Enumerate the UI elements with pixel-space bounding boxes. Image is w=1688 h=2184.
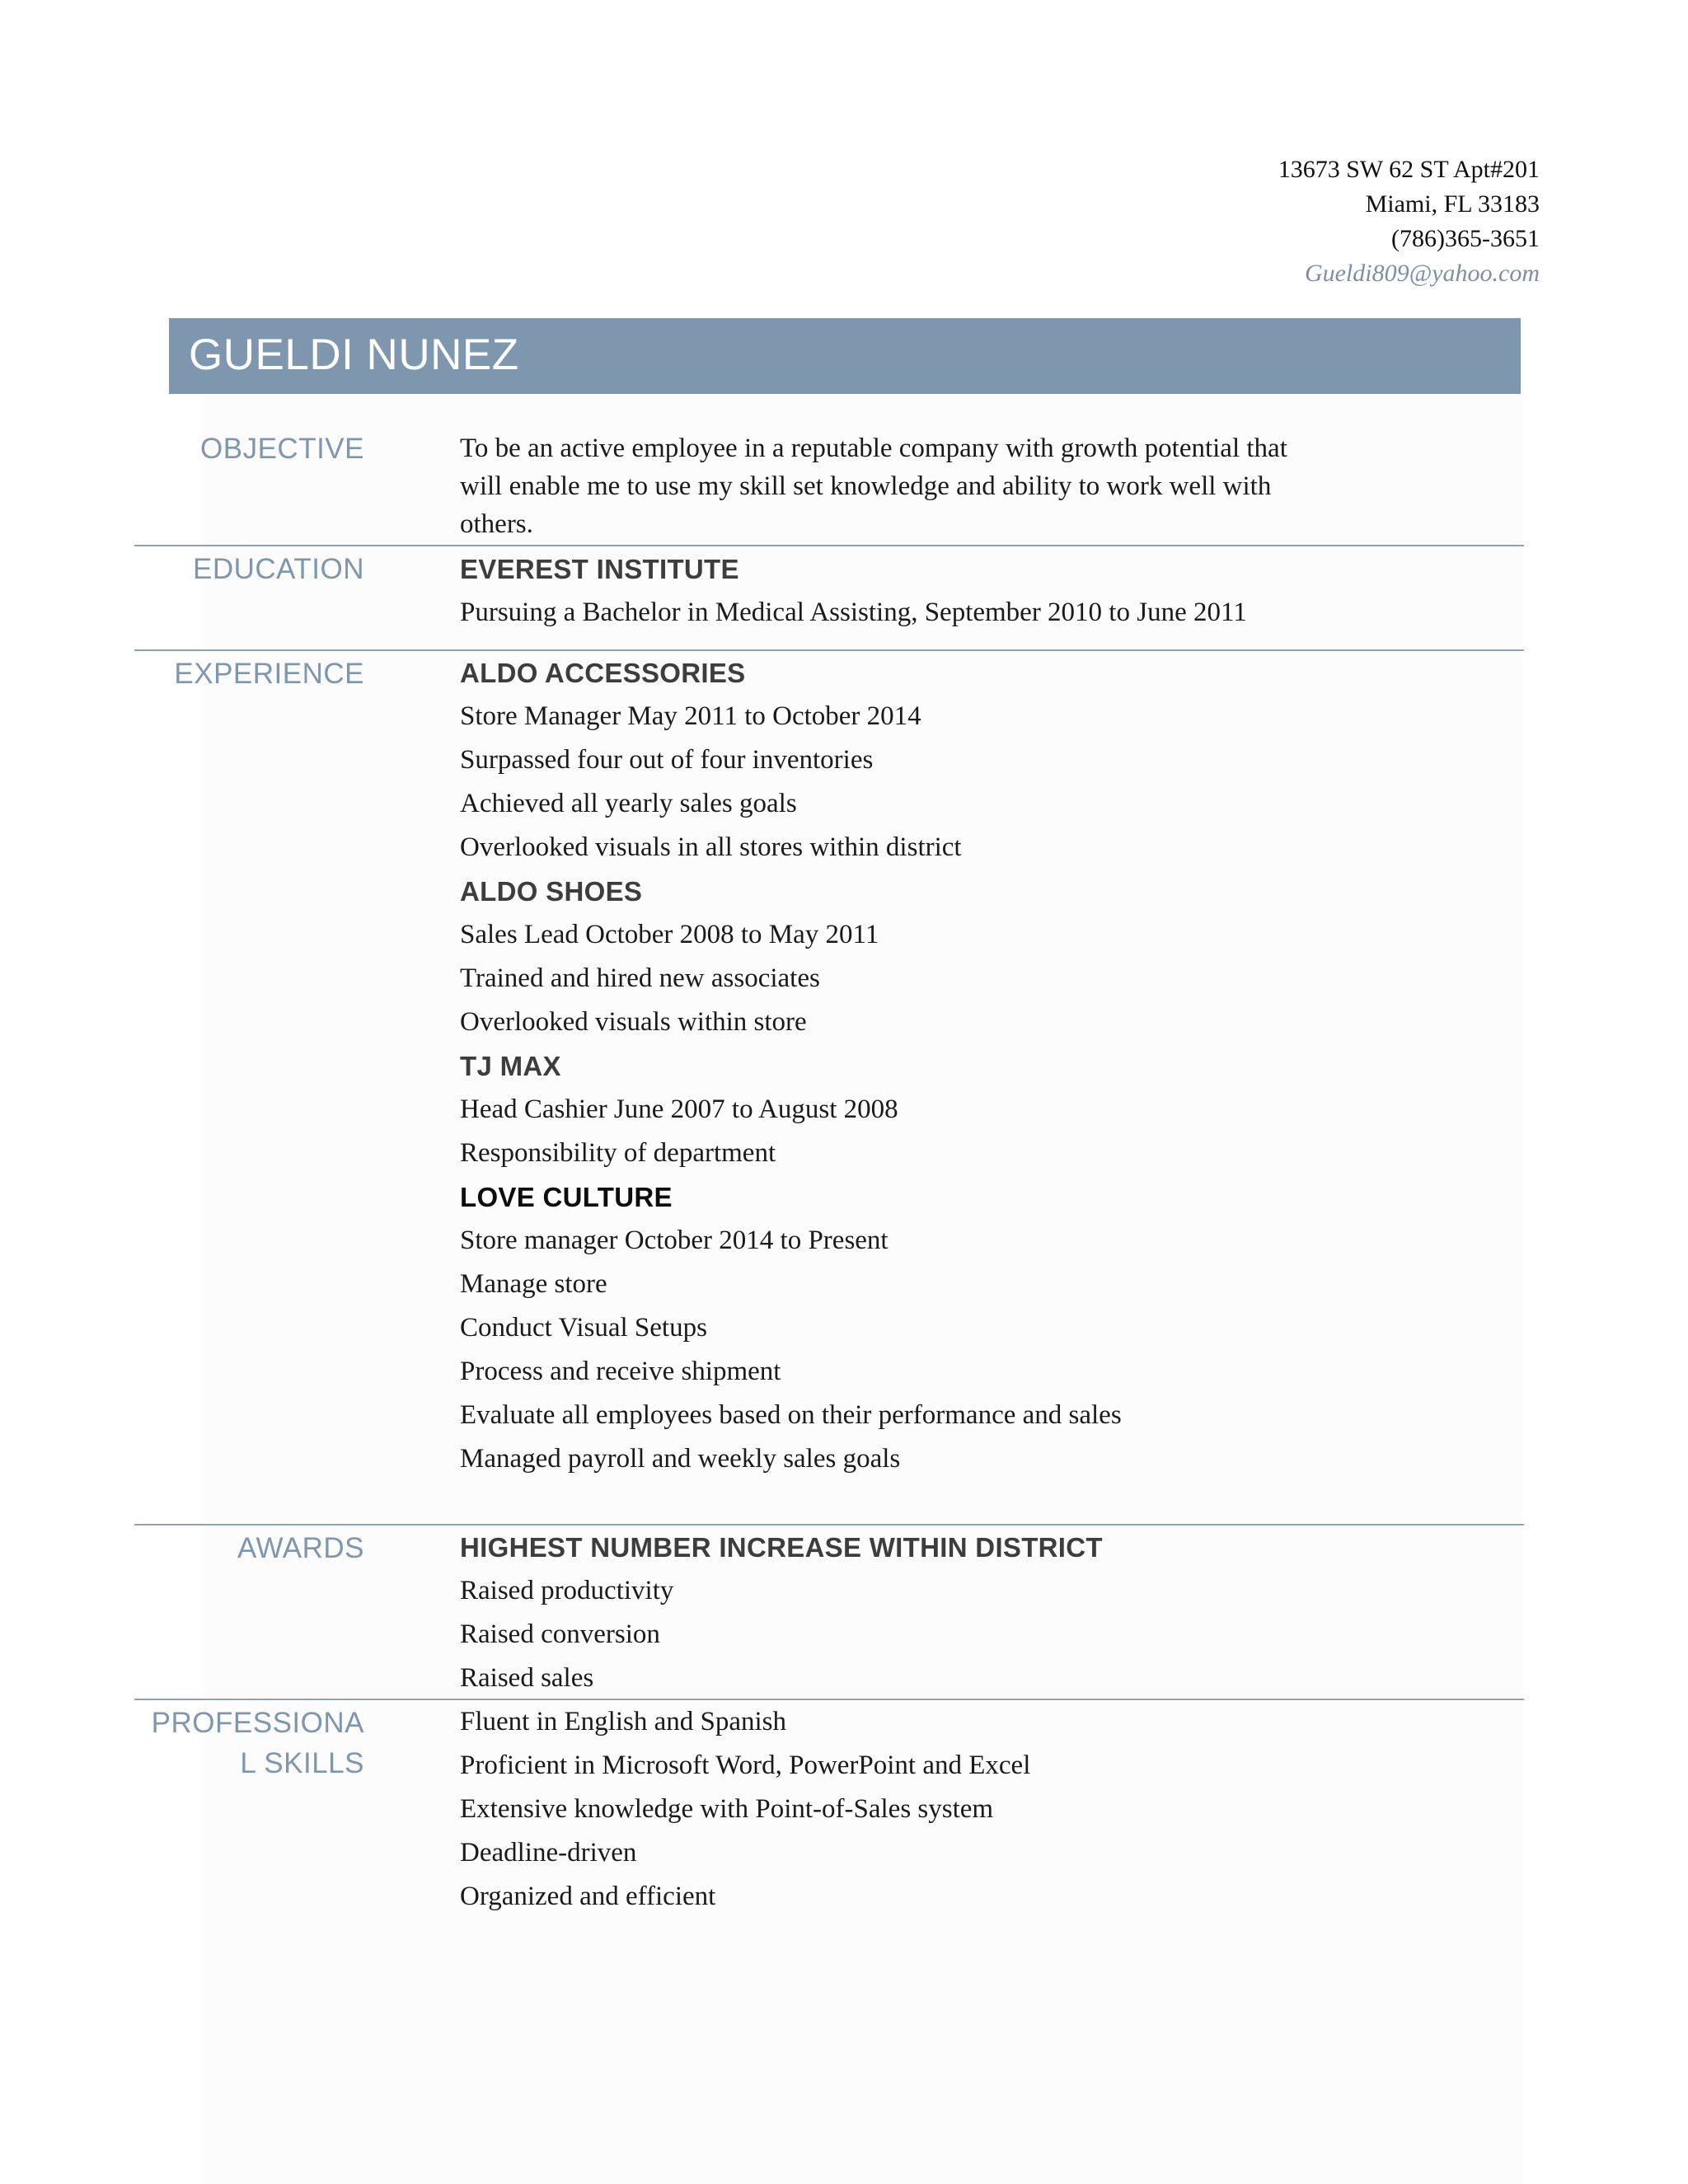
job-company: TJ MAX	[460, 1051, 561, 1081]
skills-heading-line: PROFESSIONA	[151, 1707, 364, 1739]
job-line: Overlooked visuals within store	[460, 1007, 807, 1037]
education-school: EVEREST INSTITUTE	[460, 554, 739, 584]
job-line: Process and receive shipment	[460, 1357, 781, 1386]
contact-city: Miami, FL 33183	[1365, 190, 1540, 218]
job-line: Trained and hired new associates	[460, 963, 820, 993]
experience-heading: EXPERIENCE	[174, 658, 364, 690]
job-line: Responsibility of department	[460, 1138, 776, 1168]
objective-text: To be an active employee in a reputable company with growth potential that will enable me to use my skill set knowledge and ability to work well with others.	[460, 434, 1287, 539]
skills-block	[460, 1700, 1030, 1919]
job-line: Conduct Visual Setups	[460, 1313, 707, 1343]
skill-line: Organized and efficient	[460, 1882, 716, 1911]
award-title: HIGHEST NUMBER INCREASE WITHIN DISTRICT	[460, 1532, 1103, 1563]
job-line: Managed payroll and weekly sales goals	[460, 1444, 901, 1474]
job-line: Head Cashier June 2007 to August 2008	[460, 1094, 898, 1124]
name-banner	[169, 318, 1521, 394]
job-company: ALDO SHOES	[460, 876, 643, 907]
award-line: Raised productivity	[460, 1576, 674, 1605]
job-line: Evaluate all employees based on their performance and sales	[460, 1400, 1122, 1430]
job-line: Achieved all yearly sales goals	[460, 789, 797, 818]
job-line: Sales Lead October 2008 to May 2011	[460, 920, 879, 949]
experience-block	[460, 651, 1122, 1481]
contact-block	[1278, 152, 1540, 291]
contact-address: 13673 SW 62 ST Apt#201	[1278, 156, 1540, 183]
awards-heading: AWARDS	[237, 1532, 364, 1564]
job-line: Overlooked visuals in all stores within district	[460, 832, 962, 862]
skills-heading-line: L SKILLS	[240, 1747, 364, 1779]
skills-heading	[152, 1703, 364, 1783]
skill-line: Deadline-driven	[460, 1838, 637, 1868]
job-company: ALDO ACCESSORIES	[460, 658, 746, 688]
award-line: Raised sales	[460, 1663, 594, 1693]
awards-block	[460, 1526, 1103, 1700]
skill-line: Fluent in English and Spanish	[460, 1707, 786, 1736]
objective-heading: OBJECTIVE	[200, 433, 364, 465]
skill-line: Extensive knowledge with Point-of-Sales system	[460, 1794, 994, 1824]
award-line: Raised conversion	[460, 1619, 660, 1649]
education-heading: EDUCATION	[192, 553, 364, 585]
contact-email[interactable]: Gueldi809@yahoo.com	[1304, 260, 1540, 287]
education-detail: Pursuing a Bachelor in Medical Assisting, September 2010 to June 2011	[460, 598, 1247, 627]
divider	[134, 545, 1524, 546]
job-line: Manage store	[460, 1269, 607, 1299]
job-company: LOVE CULTURE	[460, 1182, 673, 1212]
candidate-name: GUELDI NUNEZ	[189, 330, 519, 379]
job-line: Store manager October 2014 to Present	[460, 1226, 889, 1255]
job-line: Surpassed four out of four inventories	[460, 745, 874, 775]
education-block	[460, 547, 1247, 635]
skill-line: Proficient in Microsoft Word, PowerPoint and Excel	[460, 1750, 1031, 1780]
job-line: Store Manager May 2011 to October 2014	[460, 701, 921, 731]
contact-phone: (786)365-3651	[1391, 225, 1540, 252]
